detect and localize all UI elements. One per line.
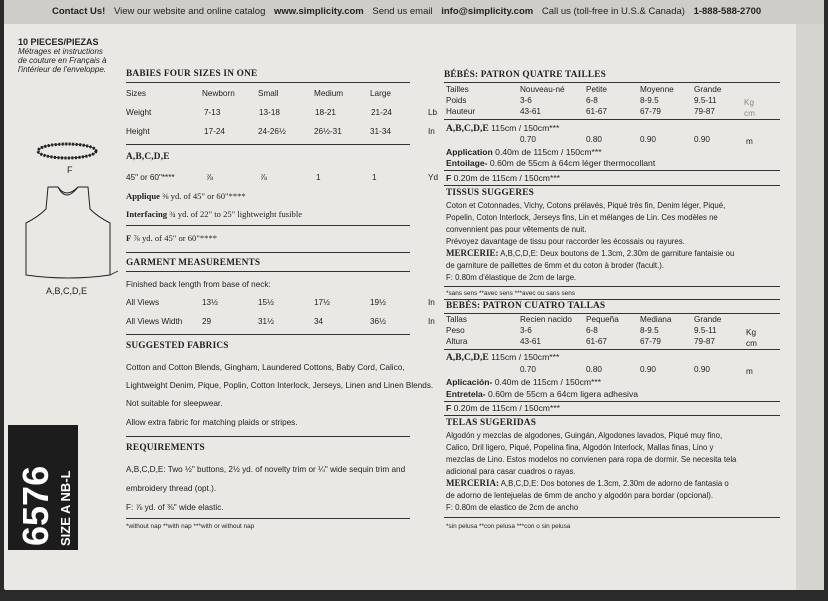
yardage-unit: Yd — [428, 173, 439, 182]
fabrics-line-3: Not suitable for sleepwear. — [126, 399, 223, 408]
divider — [444, 313, 780, 314]
divider — [126, 334, 410, 335]
peso-4: 9.5-11 — [694, 326, 717, 335]
view-text: View our website and online catalog — [113, 6, 266, 17]
hauteur-3: 67-79 — [640, 107, 661, 116]
requirements-title: REQUIREMENTS — [126, 443, 205, 453]
divider — [126, 518, 410, 519]
altura-2: 61-67 — [586, 337, 607, 346]
figure-f-label: F — [67, 165, 73, 175]
hauteur-label: Hauteur — [446, 107, 476, 116]
french-note-3: l'intérieur de l'enveloppe. — [18, 65, 106, 74]
website-link[interactable]: www.simplicity.com — [274, 6, 364, 17]
french-metrage-2: 0.80 — [586, 135, 602, 144]
height-large: 31-34 — [370, 127, 391, 136]
taille-petite: Petite — [586, 85, 607, 94]
telas-line-2: Calico, Dril ligero, Piqué, Popelina fina, Algodón Interlock, Mallas finas, Lino y — [446, 443, 714, 452]
divider — [444, 349, 780, 350]
length-large: 19½ — [370, 298, 386, 307]
peso-1: 3-6 — [520, 326, 532, 335]
applique-line: Applique ⅜ yd. of 45" or 60"**** — [126, 191, 246, 201]
french-f-line: F 0.20m de 115cm / 150cm*** — [446, 173, 561, 183]
yardage-newborn: ⅞ — [206, 173, 213, 182]
weight-unit: Lb — [428, 108, 438, 117]
altura-unit: cm — [746, 339, 757, 348]
weight-label: Weight — [126, 108, 152, 117]
top-garment-illustration — [18, 183, 118, 283]
height-newborn: 17-24 — [204, 127, 225, 136]
altura-3: 67-79 — [640, 337, 661, 346]
tissus-line-4: Prévoyez davantage de tissu pour raccorder les écossais ou rayures. — [446, 237, 685, 246]
french-metrage-1: 0.70 — [520, 135, 536, 144]
size-medium: Medium — [314, 89, 344, 98]
tissus-line-2: Popelin, Coton Interlock, Jerseys fins, Lin et mélanges de Lin. Ces modèles ne — [446, 213, 718, 222]
requirements-line-3: F: ⅞ yd. of ⅜" wide elastic. — [126, 503, 224, 512]
spanish-metraje-4: 0.90 — [694, 365, 710, 374]
size-large: Large — [370, 89, 391, 98]
talla-mediana: Mediana — [640, 315, 672, 324]
hauteur-2: 61-67 — [586, 107, 607, 116]
phone-number: 1-888-588-2700 — [693, 6, 762, 17]
weight-large: 21-24 — [371, 108, 392, 117]
altura-label: Altura — [446, 337, 468, 346]
merceria-line-2: de adorno de lentejuelas de 6mm de ancho y algodón para bordar (opcional). — [446, 491, 714, 500]
tissus-line-1: Coton et Cotonnades, Vichy, Cotons prélavés, Piqué très fin, Denim léger, Piqué, — [446, 201, 726, 210]
divider — [444, 415, 780, 416]
yardage-large: 1 — [372, 173, 377, 182]
view-f-yardage: F ⅞ yd. of 45" or 60"**** — [126, 233, 218, 243]
tissus-line-3: convennient pas pour vêtements de nuit. — [446, 225, 587, 234]
divider — [444, 286, 780, 287]
telas-line-3: mezclas de Lino. Estos modelos no convienen para ropa de dormir. Se necesita tela — [446, 455, 737, 464]
spanish-abcde-line: A,B,C,D,E 115cm / 150cm*** — [446, 352, 560, 363]
height-small: 24-26½ — [258, 127, 286, 136]
poids-unit: Kg — [744, 98, 755, 107]
tissus-title: TISSUS SUGGERES — [446, 188, 535, 198]
height-unit: In — [428, 127, 435, 136]
spanish-f-line: F 0.20m de 115cm / 150cm*** — [446, 403, 561, 413]
divider — [444, 517, 780, 518]
taille-moyenne: Moyenne — [640, 85, 674, 94]
all-views-width-label: All Views Width — [126, 317, 183, 326]
nap-footnote: *without nap **with nap ***with or without nap — [126, 523, 255, 530]
pieces-note — [18, 38, 118, 74]
entoilage-line: Entoilage- 0.60m de 55cm à 64cm léger thermocollant — [446, 158, 656, 168]
french-metrage-3: 0.90 — [640, 135, 656, 144]
pieces-count: 10 PIECES/PIEZAS — [18, 37, 99, 47]
contact-bar — [4, 0, 824, 24]
french-metrage-4: 0.90 — [694, 135, 710, 144]
divider — [444, 299, 780, 300]
telas-line-1: Algodón y mezclas de algodones, Guingán, Algodones lavados, Piqué muy fino, — [446, 431, 723, 440]
french-title: BÉBÉS: PATRON QUATRE TAILLES — [444, 70, 607, 80]
spanish-footnote-1: *sin pelusa **con pelusa ***con o sin pelusa — [446, 523, 571, 530]
finished-length-note: Finished back length from base of neck: — [126, 280, 271, 289]
fabrics-line-4: Allow extra fabric for matching plaids or stripes. — [126, 418, 298, 427]
divider — [126, 225, 410, 226]
contact-heading: Contact Us! — [52, 6, 106, 17]
poids-label: Poids — [446, 96, 467, 105]
altura-4: 79-87 — [694, 337, 715, 346]
tallas-label: Tallas — [446, 315, 467, 324]
suggested-fabrics-title: SUGGESTED FABRICS — [126, 341, 229, 351]
french-note-1: Métrages et instructions — [18, 47, 103, 56]
garment-measurements-title: GARMENT MEASUREMENTS — [126, 258, 261, 268]
divider — [126, 252, 410, 253]
poids-3: 8-9.5 — [640, 96, 659, 105]
length-newborn: 13½ — [202, 298, 218, 307]
merceria-line-1: MERCERIA: A,B,C,D,E: Dos botones de 1.3cm, 2.30m de adorno de fantasia o — [446, 478, 729, 488]
peso-3: 8-9.5 — [640, 326, 659, 335]
divider — [126, 144, 410, 145]
width-unit: In — [428, 317, 435, 326]
taille-grande: Grande — [694, 85, 722, 94]
size-small: Small — [258, 89, 279, 98]
yardage-medium: 1 — [316, 173, 321, 182]
peso-label: Peso — [446, 326, 465, 335]
send-text: Send us email — [372, 6, 433, 17]
poids-2: 6-8 — [586, 96, 598, 105]
talla-recien-nacido: Recien nacido — [520, 315, 572, 324]
divider — [444, 119, 780, 120]
peso-unit: Kg — [746, 328, 757, 337]
fabrics-line-2: Lightweight Denim, Pique, Poplin, Cotton Interlock, Jerseys, Linen and Linen Blends. — [126, 381, 434, 390]
spanish-metraje-2: 0.80 — [586, 365, 602, 374]
french-abcde-line: A,B,C,D,E 115cm / 150cm*** — [446, 123, 560, 134]
sizes-label: Sizes — [126, 89, 147, 98]
mercerie-line-1: MERCERIE: A,B,C,D,E: Deux boutons de 1.3cm, 2.30m de garniture fantaisie ou — [446, 248, 735, 258]
divider — [444, 185, 780, 186]
fabric-width: 45" or 60"**** — [126, 173, 175, 182]
call-text: Call us (toll-free in U.S.& Canada) — [541, 6, 685, 17]
length-medium: 17½ — [314, 298, 330, 307]
french-note-2: de couture en Français à — [18, 56, 107, 65]
interfacing-line: Interfacing ¾ yd. of 22" to 25" lightweight fusible — [126, 209, 303, 219]
width-small: 31½ — [258, 317, 274, 326]
pattern-number: 6576 — [15, 465, 56, 546]
envelope-flap-edge — [796, 24, 824, 590]
talla-grande: Grande — [694, 315, 722, 324]
spanish-metraje-1: 0.70 — [520, 365, 536, 374]
width-large: 36½ — [370, 317, 386, 326]
merceria-line-3: F: 0.80m de elastico de 2cm de ancho — [446, 503, 579, 512]
divider — [444, 170, 780, 171]
hauteur-unit: cm — [744, 109, 755, 118]
divider — [126, 271, 410, 272]
tailles-label: Tailles — [446, 85, 469, 94]
width-medium: 34 — [314, 317, 324, 326]
weight-small: 13-18 — [259, 108, 280, 117]
poids-4: 9.5-11 — [694, 96, 717, 105]
mercerie-line-3: F: 0.80m d'élastique de 2cm de large. — [446, 273, 577, 282]
french-metrage-unit: m — [746, 137, 753, 146]
pattern-number-vertical — [8, 424, 73, 546]
pattern-envelope-back — [4, 0, 824, 590]
requirements-line-1: A,B,C,D,E: Two ½" buttons, 2½ yd. of novelty trim or ¼" wide sequin trim and — [126, 465, 406, 474]
yardage-small: ⅞ — [260, 173, 267, 182]
requirements-line-2: embroidery thread (opt.). — [126, 484, 217, 493]
divider — [126, 82, 410, 83]
hauteur-4: 79-87 — [694, 107, 715, 116]
height-label: Height — [126, 127, 150, 136]
divider — [126, 436, 410, 437]
spanish-metraje-3: 0.90 — [640, 365, 656, 374]
length-small: 15½ — [258, 298, 274, 307]
divider — [444, 401, 780, 402]
altura-1: 43-61 — [520, 337, 541, 346]
size-newborn: Newborn — [202, 89, 235, 98]
talla-pequena: Pequeña — [586, 315, 619, 324]
spanish-metraje-unit: m — [746, 367, 753, 376]
poids-1: 3-6 — [520, 96, 532, 105]
length-unit: In — [428, 298, 435, 307]
mercerie-line-2: de garniture de paillettes de 6mm et du coton à broder (facult.). — [446, 261, 665, 270]
width-newborn: 29 — [202, 317, 212, 326]
size-range: SIZE A NB-L — [58, 470, 73, 546]
hauteur-1: 43-61 — [520, 107, 541, 116]
weight-newborn: 7-13 — [204, 108, 221, 117]
email-link[interactable]: info@simplicity.com — [441, 6, 534, 17]
telas-title: TELAS SUGERIDAS — [446, 418, 537, 428]
fabrics-line-1: Cotton and Cotton Blends, Gingham, Laundered Cottons, Baby Cord, Calico, — [126, 363, 405, 372]
french-footnote: *sans sens **avec sens ***avec ou sans sens — [446, 290, 575, 297]
divider — [444, 82, 780, 83]
telas-line-4: adicional para casar cuadros o rayas. — [446, 467, 576, 476]
english-title: BABIES FOUR SIZES IN ONE — [126, 69, 258, 79]
peso-2: 6-8 — [586, 326, 598, 335]
application-line: Application 0.40m de 115cm / 150cm*** — [446, 147, 602, 157]
taille-nouveau-ne: Nouveau-né — [520, 85, 565, 94]
all-views-label: All Views — [126, 298, 160, 307]
entretela-line: Entretela- 0.60m de 55cm a 64cm ligera adhesiva — [446, 389, 639, 399]
elastic-band-illustration — [34, 140, 100, 162]
figure-abcde-label: A,B,C,D,E — [46, 286, 88, 296]
spanish-title: BEBÉS: PATRON CUATRO TALLAS — [446, 301, 606, 311]
weight-medium: 18-21 — [315, 108, 336, 117]
aplicacion-line: Aplicación- 0.40m de 115cm / 150cm*** — [446, 377, 602, 387]
height-medium: 26½-31 — [314, 127, 342, 136]
views-abcde-heading: A,B,C,D,E — [126, 152, 170, 162]
